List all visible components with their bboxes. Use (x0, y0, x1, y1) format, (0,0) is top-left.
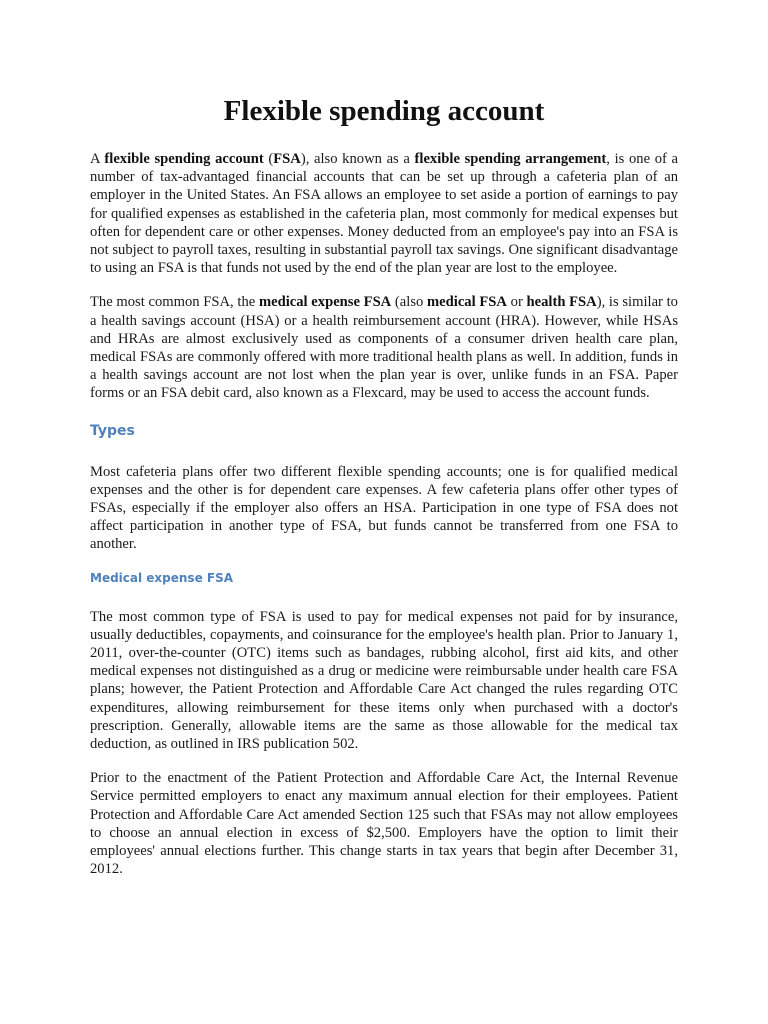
intro-paragraph-2 (90, 293, 678, 402)
text-run: A (90, 151, 105, 167)
text-run: or (506, 294, 527, 311)
section-heading-types: Types (90, 422, 135, 439)
bold-term: medical FSA (427, 294, 507, 311)
medical-paragraph-1: The most common type of FSA is used to pay for medical expenses not paid for by insurance, usually deductibles, copayments, and coinsurance for the employee's health plan. Prior to January 1, 2011, over-the-counter (OTC) items such as bandages, rubbing alcohol, first aid kits, and other medical expenses not distinguished as a drug or medicine were reimbursable under health care FSA plans; however, the Patient Protection and Affordable Care Act changed the rules regarding OTC expenditures, allowing reimbursement for these items only when purchased with a doctor's prescription. Generally, allowable items are the same as those allowable for the medical tax deduction, as outlined in IRS publication 502. (90, 608, 678, 753)
page-title: Flexible spending account (223, 95, 545, 127)
text-run: ( (263, 151, 274, 167)
subsection-heading-medical-expense-fsa: Medical expense FSA (90, 570, 234, 585)
text-run: ), is similar to a health savings account (HSA) or a health reimbursement account (HRA). However, while HSAs and HRAs are almost exclusively used as components of a consumer driven health care plan, medical FSAs are commonly offered with more traditional health plans as well. In addition, funds in a health savings account are not lost when the plan year is over, unlike funds in an FSA. Paper forms or an FSA debit card, also known as a Flexcard, may be used to access the account funds. (90, 294, 678, 402)
bold-term: FSA (273, 151, 301, 167)
bold-term: flexible spending arrangement (414, 151, 607, 167)
types-paragraph: Most cafeteria plans offer two different flexible spending accounts; one is for qualified medical expenses and the other is for dependent care expenses. A few cafeteria plans offer other types of FSAs, especially if the employer also offers an HSA. Participation in one type of FSA does not affect participation in another type of FSA, but funds cannot be transferred from one FSA to another. (90, 463, 678, 553)
text-run: The most common FSA, the (90, 294, 259, 311)
bold-term: flexible spending account (104, 151, 264, 167)
text-run: (also (391, 294, 428, 311)
medical-paragraph-2: Prior to the enactment of the Patient Protection and Affordable Care Act, the Internal Revenue Service permitted employers to enact any maximum annual election for their employees. Patient Protection and Affordable Care Act amended Section 125 such that FSAs may not allow employees to choose an annual election in excess of $2,500. Employers have the option to limit their employees' annual elections further. This change starts in tax years that begin after December 31, 2012. (90, 770, 678, 878)
bold-term: health FSA (526, 294, 597, 311)
bold-term: medical expense FSA (258, 294, 392, 311)
document-page (90, 92, 678, 879)
intro-paragraph-1 (90, 150, 678, 277)
text-run: , is one of a number of tax-advantaged financial accounts that can be set up through a cafeteria plan of an employer in the United States. An FSA allows an employee to set aside a portion of earnings to pay for qualified expenses as established in the cafeteria plan, most commonly for medical expenses but often for dependent care or other expenses. Money deducted from an employee's pay into an FSA is not subject to payroll taxes, resulting in substantial payroll tax savings. One significant disadvantage to using an FSA is that funds not used by the end of the plan year are lost to the employee. (90, 151, 679, 277)
text-run: ), also known as a (300, 151, 415, 167)
